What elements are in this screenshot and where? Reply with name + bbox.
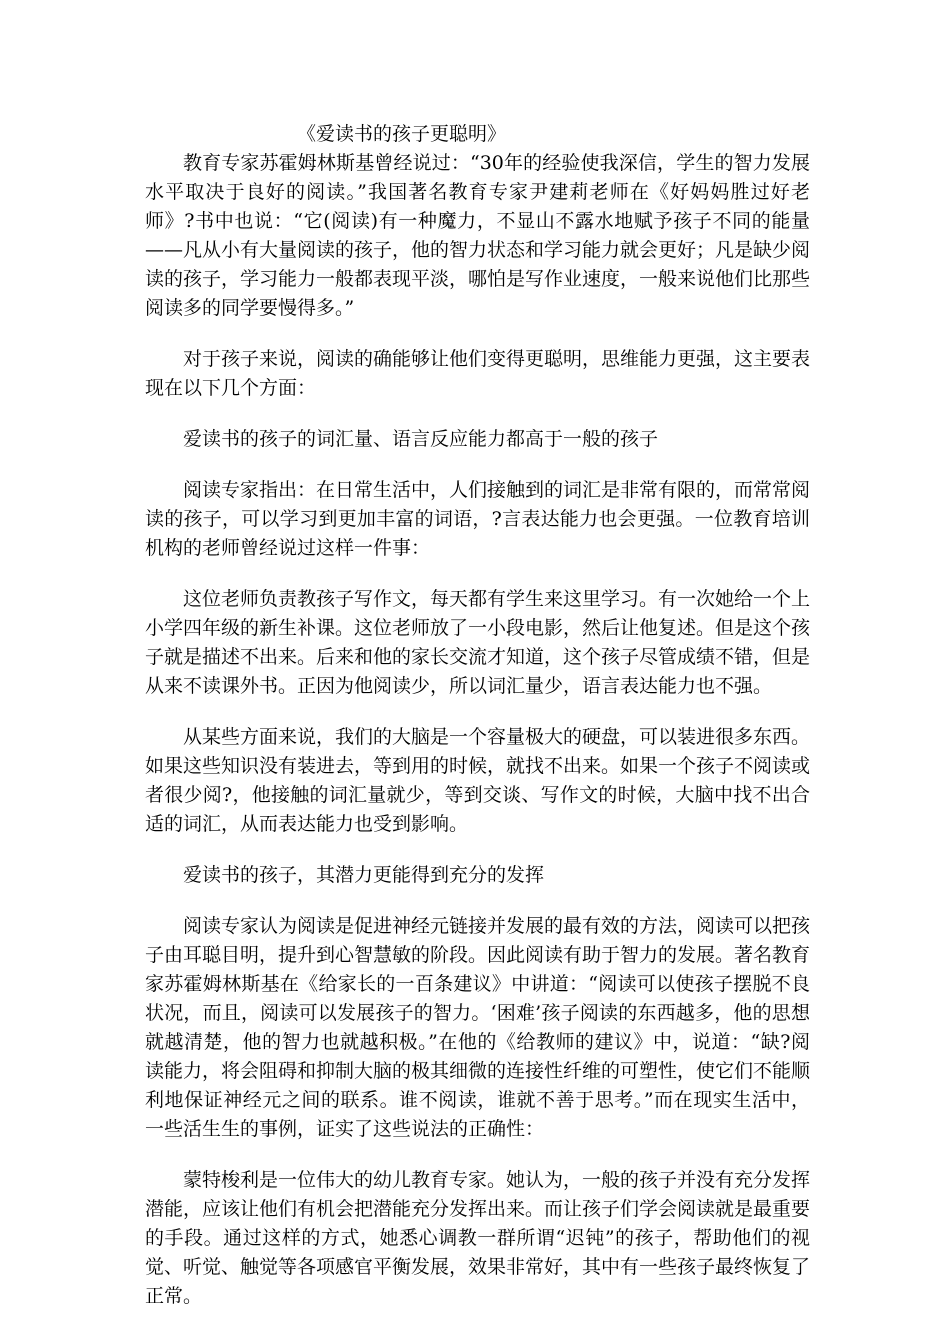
document-title: 《爱读书的孩子更聪明》 bbox=[297, 123, 507, 145]
paragraph-overview: 对于孩子来说，阅读的确能够让他们变得更聪明，思维能力更强，这主要表现在以下几个方面： bbox=[145, 348, 811, 399]
paragraph-neuron-reading: 阅读专家认为阅读是促进神经元链接并发展的最有效的方法，阅读可以把孩子由耳聪目明，提升到心智慧敏的阶段。因此阅读有助于智力的发展。著名教育家苏霍姆林斯基在《给家长的一百条建议》中讲道：“阅读可以使孩子摆脱不良状况，而且，阅读可以发展孩子的智力。‘困难’孩子阅读的东西越多，他的思想就越清楚，他的智力也就越积极。”在他的《给教师的建议》中，说道：“缺?阅读能力，将会阻碍和抑制大脑的极其细微的连接性纤维的可塑性，使它们不能顺利地保证神经元之间的联系。谁不阅读，谁就不善于思考。”而在现实生活中，一些活生生的事例，证实了这些说法的正确性： bbox=[145, 915, 811, 1140]
section-heading-potential: 爱读书的孩子，其潜力更能得到充分的发挥 bbox=[183, 864, 545, 886]
paragraph-brain-harddisk: 从某些方面来说，我们的大脑是一个容量极大的硬盘，可以装进很多东西。如果这些知识没有装进去，等到用的时候，就找不出来。如果一个孩子不阅读或者很少阅?，他接触的词汇量就少，等到交谈、写作文的时候，大脑中找不出合适的词汇，从而表达能力也受到影响。 bbox=[145, 726, 811, 835]
paragraph-intro-quote: 教育专家苏霍姆林斯基曾经说过：“30年的经验使我深信，学生的智力发展水平取决于良好的阅读。”我国著名教育专家尹建莉老师在《好妈妈胜过好老师》?书中也说：“它(阅读)有一种魔力，不显山不露水地赋予孩子不同的能量——凡从小有大量阅读的孩子，他的智力状态和学习能力就会更好；凡是缺少阅读的孩子，学习能力一般都表现平淡，哪怕是写作业速度，一般来说他们比那些阅读多的同学要慢得多。” bbox=[145, 152, 811, 319]
document-page bbox=[145, 120, 810, 1311]
section-heading-vocabulary: 爱读书的孩子的词汇量、语言反应能力都高于一般的孩子 bbox=[183, 428, 659, 450]
paragraph-montessori: 蒙特梭利是一位伟大的幼儿教育专家。她认为，一般的孩子并没有充分发挥潜能，应该让他们有机会把潜能充分发挥出来。而让孩子们学会阅读就是最重要的手段。通过这样的方式，她悉心调教一群所谓“迟钝”的孩子，帮助他们的视觉、听觉、触觉等各项感官平衡发展，效果非常好，其中有一些孩子最终恢复了正常。 bbox=[145, 1169, 811, 1307]
paragraph-teacher-story: 这位老师负责教孩子写作文，每天都有学生来这里学习。有一次她给一个上小学四年级的新生补课。这位老师放了一小段电影，然后让他复述。但是这个孩子就是描述不出来。后来和他的家长交流才知道，这个孩子尽管成绩不错，但是从来不读课外书。正因为他阅读少，所以词汇量少，语言表达能力也不强。 bbox=[145, 588, 811, 697]
paragraph-expert-vocabulary: 阅读专家指出：在日常生活中，人们接触到的词汇是非常有限的，而常常阅读的孩子，可以学习到更加丰富的词语，?言表达能力也会更强。一位教育培训机构的老师曾经说过这样一件事： bbox=[145, 479, 811, 559]
